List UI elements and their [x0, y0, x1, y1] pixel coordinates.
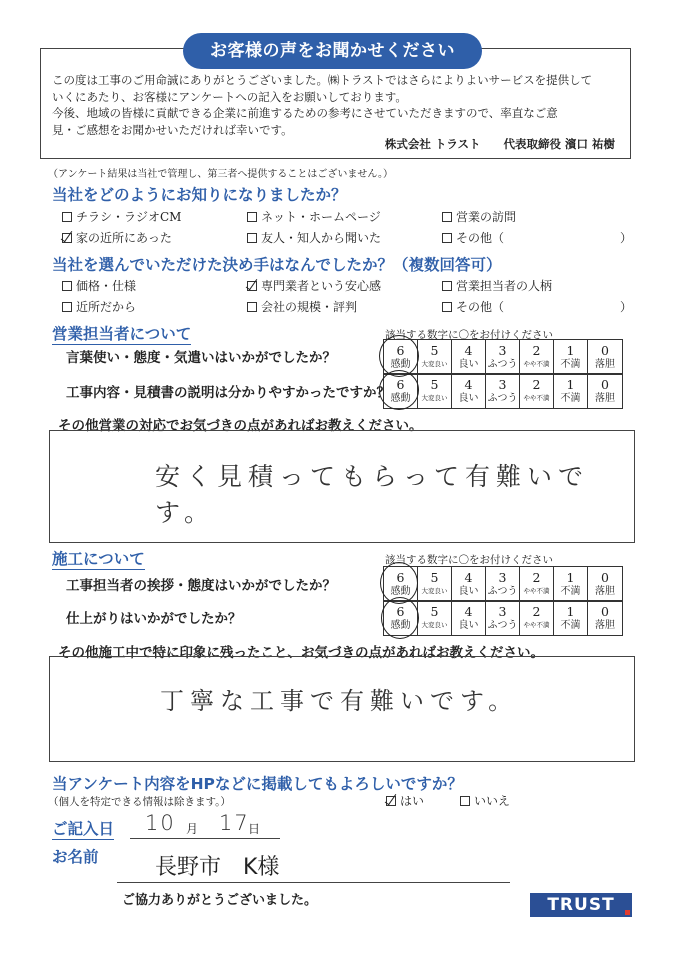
- q1-option[interactable]: 友人・知人から聞いた: [247, 229, 381, 246]
- rating-label: 感動: [390, 392, 411, 404]
- construction-heading: 施工について: [52, 547, 145, 570]
- rating-option[interactable]: [452, 340, 486, 374]
- checkbox[interactable]: [442, 212, 452, 222]
- rating-option[interactable]: [554, 601, 588, 635]
- checkbox[interactable]: [442, 233, 452, 243]
- checkbox[interactable]: [247, 233, 257, 243]
- rating-number: 3: [498, 376, 507, 392]
- rating-option[interactable]: [418, 340, 452, 374]
- q2-option[interactable]: 営業担当者の人柄: [442, 277, 552, 294]
- entry-date-label: ご記入日: [52, 817, 114, 840]
- checkbox[interactable]: [62, 302, 72, 312]
- publish-yes[interactable]: はい: [386, 792, 424, 809]
- checkbox-checked[interactable]: [386, 796, 396, 806]
- rating-label: 良い: [458, 358, 479, 370]
- rating-option[interactable]: [486, 567, 520, 601]
- checkbox[interactable]: [460, 796, 470, 806]
- privacy-note: （アンケート結果は当社で管理し、第三者へ提供することはございません。）: [48, 169, 393, 180]
- intro-line: いくにあたり、お客様にアンケートへの記入をお願いしております。: [52, 89, 407, 104]
- rating-circle: [381, 597, 419, 639]
- rating-label: 良い: [458, 392, 479, 404]
- rating-label: 大変良い: [421, 393, 448, 402]
- rating-label: ふつう: [487, 585, 518, 597]
- intro-line: この度は工事のご用命誠にありがとうございました。㈱トラストではさらによりよいサービスを提供して: [52, 73, 593, 87]
- rating-number: 6: [396, 342, 405, 358]
- q2-option[interactable]: 近所だから: [62, 298, 136, 315]
- rating-number: 2: [532, 376, 541, 392]
- q1-option[interactable]: ネット・ホームページ: [247, 208, 381, 225]
- rating-label: 良い: [458, 619, 479, 631]
- rating-label: 落胆: [595, 392, 615, 404]
- checkbox[interactable]: [247, 302, 257, 312]
- q2-heading: 当社を選んでいただけた決め手はなんでしたか？（複数回答可）: [52, 256, 502, 274]
- construction-comment-box[interactable]: [49, 656, 635, 762]
- q2-option[interactable]: 専門業者という安心感: [247, 277, 381, 294]
- rating-label: 落胆: [595, 358, 615, 370]
- company-signature: 株式会社 トラスト 代表取締役 濱口 祐樹: [384, 137, 615, 151]
- rating-label: 不満: [560, 619, 581, 631]
- rating-option[interactable]: [554, 567, 588, 601]
- rating-label: 良い: [458, 585, 479, 597]
- rating-label: ふつう: [487, 619, 518, 631]
- rating-number: 0: [601, 569, 609, 585]
- checkbox[interactable]: [62, 281, 72, 291]
- date-underline: [130, 838, 280, 839]
- rating-label: 不満: [560, 392, 581, 404]
- rating-label: ふつう: [487, 358, 518, 370]
- sales-heading: 営業担当者について: [52, 322, 191, 345]
- rating-scale[interactable]: [383, 566, 623, 602]
- rating-scale[interactable]: [383, 373, 623, 409]
- rating-number: 5: [430, 376, 439, 392]
- rating-label: やや不満: [523, 620, 550, 629]
- rating-number: 1: [566, 342, 575, 358]
- rating-circle: [379, 370, 419, 410]
- rating-option[interactable]: [486, 374, 520, 408]
- q1-heading: 当社をどのようにお知りになりましたか？: [52, 186, 347, 204]
- rating-label: ふつう: [487, 392, 518, 404]
- q2-option[interactable]: 価格・仕様: [62, 277, 136, 294]
- rating-label: 大変良い: [421, 586, 448, 595]
- rating-option[interactable]: [520, 567, 554, 601]
- q2-other-close: ）: [620, 300, 633, 314]
- rating-label: 感動: [390, 619, 411, 631]
- rating-number: 5: [430, 342, 439, 358]
- rating-number: 3: [498, 603, 507, 619]
- rating-label: 感動: [390, 358, 411, 370]
- intro-line: 見・ご感想をお聞かせいただければ幸いです。: [52, 122, 293, 137]
- rating-number: 2: [532, 342, 541, 358]
- logo-dot-icon: [625, 910, 630, 915]
- rating-number: 6: [396, 376, 405, 392]
- rating-number: 5: [430, 603, 439, 619]
- rating-option[interactable]: [520, 340, 554, 374]
- sales-comment-prompt: その他営業の対応でお気づきの点があればお教えください。: [58, 418, 423, 434]
- name-label: お名前: [52, 848, 99, 866]
- checkbox-checked[interactable]: [247, 281, 257, 291]
- entry-day-value[interactable]: 17: [219, 811, 250, 835]
- q1-other-close: ）: [620, 231, 633, 245]
- publish-heading: 当アンケート内容をHPなどに掲載してもよろしいですか？: [52, 775, 463, 793]
- checkbox-checked[interactable]: [62, 233, 72, 243]
- rating-number: 1: [566, 376, 575, 392]
- checkbox[interactable]: [62, 212, 72, 222]
- rating-label: やや不満: [523, 359, 550, 368]
- rating-option[interactable]: [418, 567, 452, 601]
- rating-option[interactable]: [418, 601, 452, 635]
- survey-title: お客様の声をお聞かせください: [183, 33, 482, 69]
- rating-hint: 該当する数字に〇をお付けください: [385, 554, 553, 566]
- q1-option[interactable]: 営業の訪問: [442, 208, 516, 225]
- rating-option[interactable]: [452, 374, 486, 408]
- trust-logo: TRUST: [530, 893, 632, 917]
- rating-number: 1: [566, 569, 575, 585]
- publish-no[interactable]: いいえ: [460, 792, 510, 809]
- rating-option[interactable]: [554, 374, 588, 408]
- rating-label: 大変良い: [421, 620, 448, 629]
- rating-number: 4: [464, 569, 473, 585]
- rating-option[interactable]: [588, 601, 622, 635]
- rating-label: 不満: [560, 358, 581, 370]
- rating-option[interactable]: [452, 567, 486, 601]
- q1-option[interactable]: その他（: [442, 229, 504, 246]
- rating-option[interactable]: [588, 374, 622, 408]
- rating-option[interactable]: [452, 601, 486, 635]
- entry-day-unit: 日: [248, 822, 261, 836]
- rating-number: 0: [601, 376, 609, 392]
- thanks-text: ご協力ありがとうございました。: [122, 893, 318, 908]
- sales-question-a: 言葉使い・態度・気遣いはいかがでしたか？: [66, 350, 336, 366]
- rating-label: 感動: [390, 585, 411, 597]
- checkbox[interactable]: [442, 302, 452, 312]
- rating-label: 不満: [560, 585, 581, 597]
- rating-label: 落胆: [595, 619, 615, 631]
- entry-month-value[interactable]: 10: [145, 811, 176, 835]
- intro-line: 今後、地域の皆様に貢献できる企業に前進するための参考にさせていただきますので、率直なご意: [52, 106, 558, 120]
- rating-option[interactable]: [486, 601, 520, 635]
- rating-number: 3: [498, 342, 507, 358]
- rating-option[interactable]: [418, 374, 452, 408]
- rating-option[interactable]: [554, 340, 588, 374]
- rating-option[interactable]: [588, 340, 622, 374]
- rating-option[interactable]: [520, 374, 554, 408]
- name-underline: [117, 882, 510, 883]
- construction-comment-text: 丁寧な工事で有難いです。: [160, 687, 519, 715]
- rating-number: 5: [430, 569, 439, 585]
- construction-comment-prompt: その他施工中で特に印象に残ったこと、お気づきの点があればお教えください。: [58, 645, 544, 661]
- rating-number: 2: [532, 569, 541, 585]
- rating-label: やや不満: [523, 393, 550, 402]
- name-value[interactable]: 長野市 K様: [155, 855, 280, 880]
- rating-option[interactable]: [520, 601, 554, 635]
- rating-hint: 該当する数字に〇をお付けください: [385, 329, 553, 341]
- q1-option[interactable]: 家の近所にあった: [62, 229, 172, 246]
- checkbox[interactable]: [442, 281, 452, 291]
- rating-number: 1: [566, 603, 575, 619]
- rating-option[interactable]: [588, 567, 622, 601]
- rating-number: 6: [396, 603, 405, 619]
- rating-scale[interactable]: [383, 600, 623, 636]
- sales-comment-box[interactable]: [49, 430, 635, 543]
- sales-question-b: 工事内容・見積書の説明は分かりやすかったですか？: [66, 385, 390, 401]
- rating-scale[interactable]: [383, 339, 623, 375]
- q2-option[interactable]: その他（: [442, 298, 504, 315]
- rating-number: 4: [464, 376, 473, 392]
- rating-number: 4: [464, 603, 473, 619]
- intro-text: [52, 72, 624, 138]
- entry-month-unit: 月: [186, 822, 199, 836]
- rating-number: 6: [396, 569, 405, 585]
- rating-option[interactable]: [486, 340, 520, 374]
- rating-label: やや不満: [523, 586, 550, 595]
- checkbox[interactable]: [247, 212, 257, 222]
- publish-note: （個人を特定できる情報は除きます。）: [48, 796, 231, 808]
- rating-number: 3: [498, 569, 507, 585]
- rating-label: 落胆: [595, 585, 615, 597]
- rating-number: 4: [464, 342, 473, 358]
- construction-question-b: 仕上がりはいかがでしたか？: [66, 611, 242, 627]
- rating-number: 0: [601, 342, 609, 358]
- construction-question-a: 工事担当者の挨拶・態度はいかがでしたか？: [66, 578, 336, 594]
- sales-comment-text: 安く見積ってもらって有難いです。: [155, 462, 590, 527]
- rating-number: 2: [532, 603, 541, 619]
- rating-number: 0: [601, 603, 609, 619]
- rating-label: 大変良い: [421, 359, 448, 368]
- q1-option[interactable]: チラシ・ラジオCM: [62, 208, 181, 225]
- q2-option[interactable]: 会社の規模・評判: [247, 298, 357, 315]
